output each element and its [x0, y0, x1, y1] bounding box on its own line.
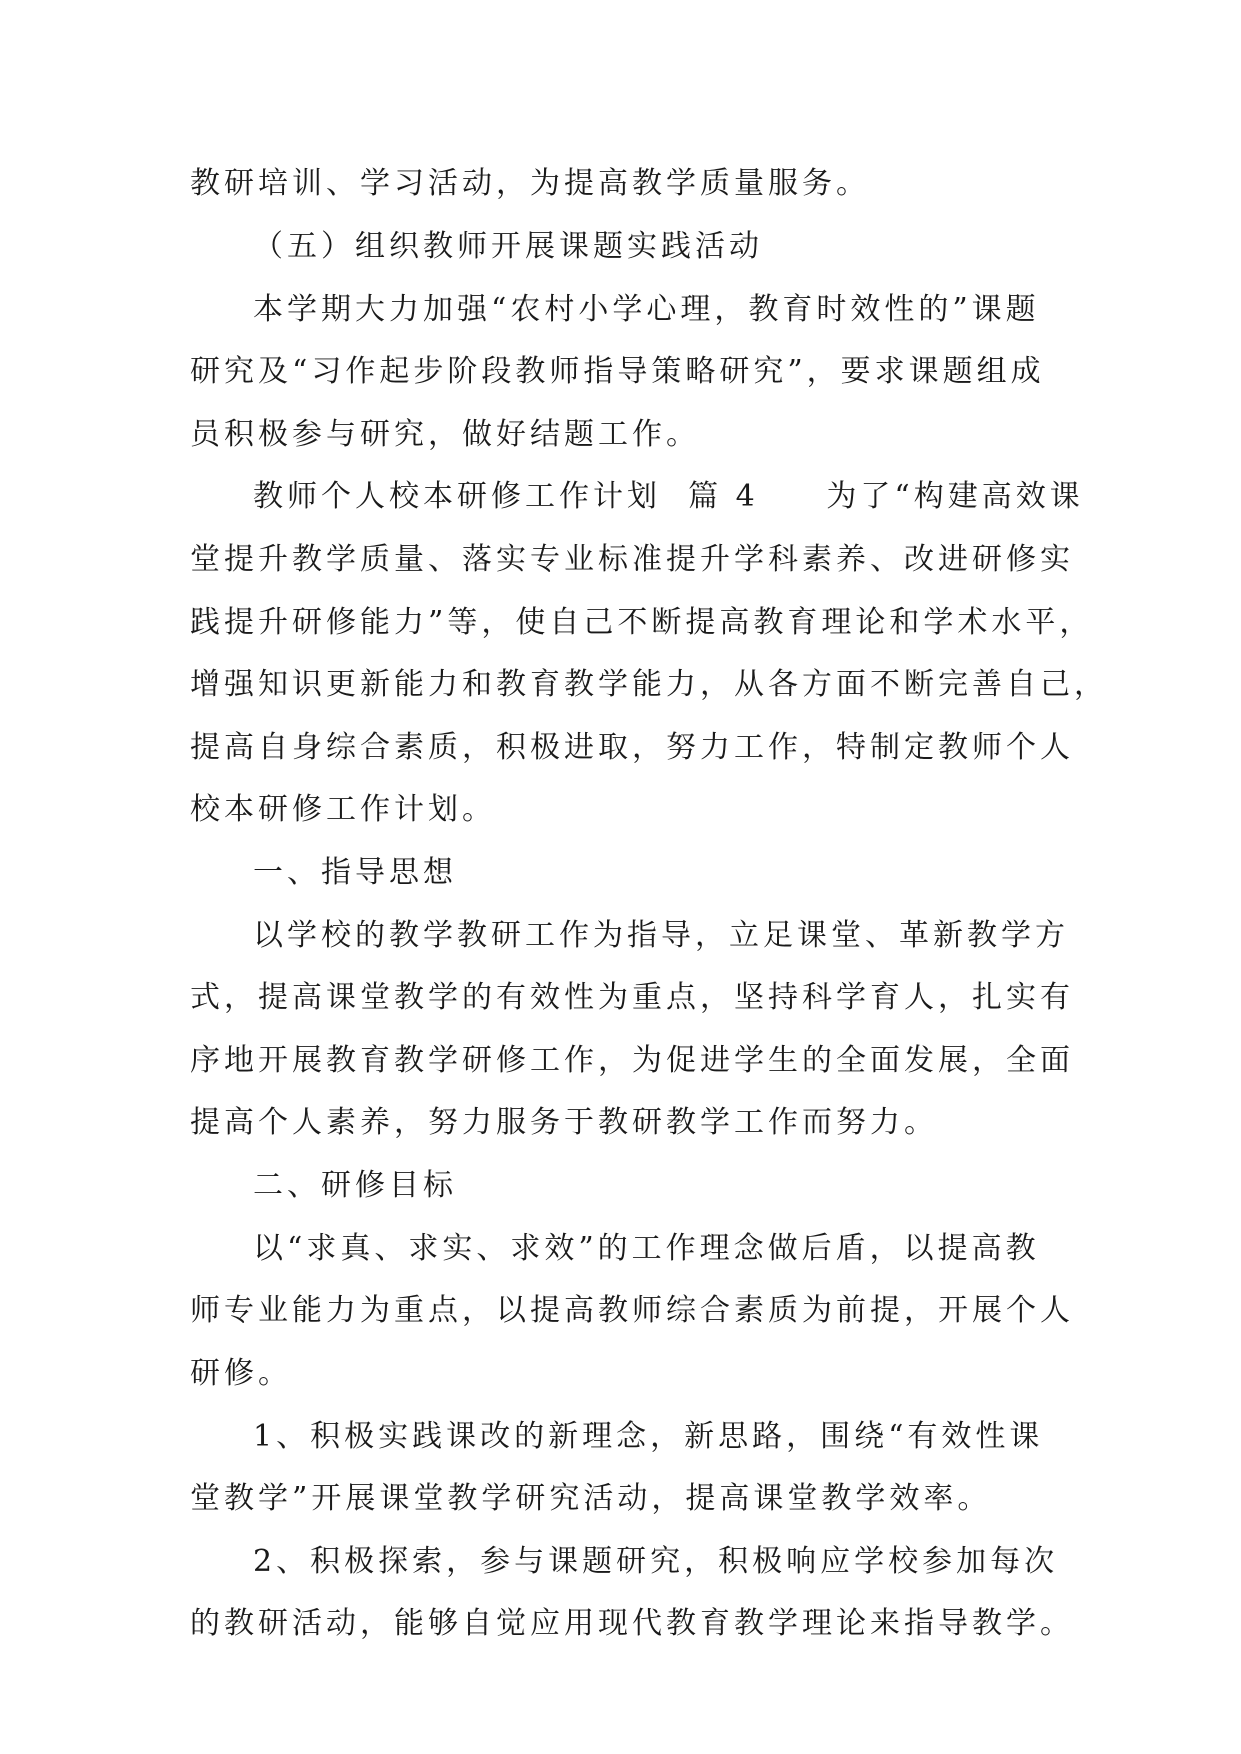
- body-line: 校本研修工作计划。: [190, 792, 496, 827]
- body-line: 式，提高课堂教学的有效性为重点，坚持科学育人，扎实有: [190, 980, 1074, 1015]
- body-line: 提高自身综合素质，积极进取，努力工作，特制定教师个人: [190, 730, 1074, 765]
- list-item: 2、积极探索，参与课题研究，积极响应学校参加每次: [253, 1544, 1059, 1579]
- body-line: 践提升研修能力”等，使自己不断提高教育理论和学术水平，: [190, 605, 1094, 640]
- section-heading: 一、指导思想: [253, 855, 457, 890]
- body-line: 本学期大力加强“农村小学心理，教育时效性的”课题: [253, 292, 1040, 327]
- body-line: 的教研活动，能够自觉应用现代教育教学理论来指导教学。: [190, 1606, 1074, 1641]
- body-line: 以学校的教学教研工作为指导，立足课堂、革新教学方: [253, 918, 1069, 953]
- body-line: 教研培训、学习活动，为提高教学质量服务。: [190, 166, 870, 201]
- body-line: 研修。: [190, 1356, 292, 1391]
- body-line: 研究及“习作起步阶段教师指导策略研究”，要求课题组成: [190, 354, 1045, 389]
- body-line: 员积极参与研究，做好结题工作。: [190, 417, 700, 452]
- body-line: 以“求真、求实、求效”的工作理念做后盾，以提高教: [253, 1231, 1040, 1266]
- body-line: 堂教学”开展课堂教学研究活动，提高课堂教学效率。: [190, 1481, 992, 1516]
- body-line: 提高个人素养，努力服务于教研教学工作而努力。: [190, 1105, 938, 1140]
- body-line: 增强知识更新能力和教育教学能力，从各方面不断完善自己，: [190, 667, 1108, 702]
- list-item: 1、积极实践课改的新理念，新思路，围绕“有效性课: [253, 1419, 1044, 1454]
- body-line: 师专业能力为重点，以提高教师综合素质为前提，开展个人: [190, 1293, 1074, 1328]
- body-line: 教师个人校本研修工作计划 篇 4 为了“构建高效课: [253, 479, 1084, 514]
- section-heading: 二、研修目标: [253, 1168, 457, 1203]
- body-line: 堂提升教学质量、落实专业标准提升学科素养、改进研修实: [190, 542, 1074, 577]
- section-heading: （五）组织教师开展课题实践活动: [253, 229, 763, 264]
- body-line: 序地开展教育教学研修工作，为促进学生的全面发展，全面: [190, 1043, 1074, 1078]
